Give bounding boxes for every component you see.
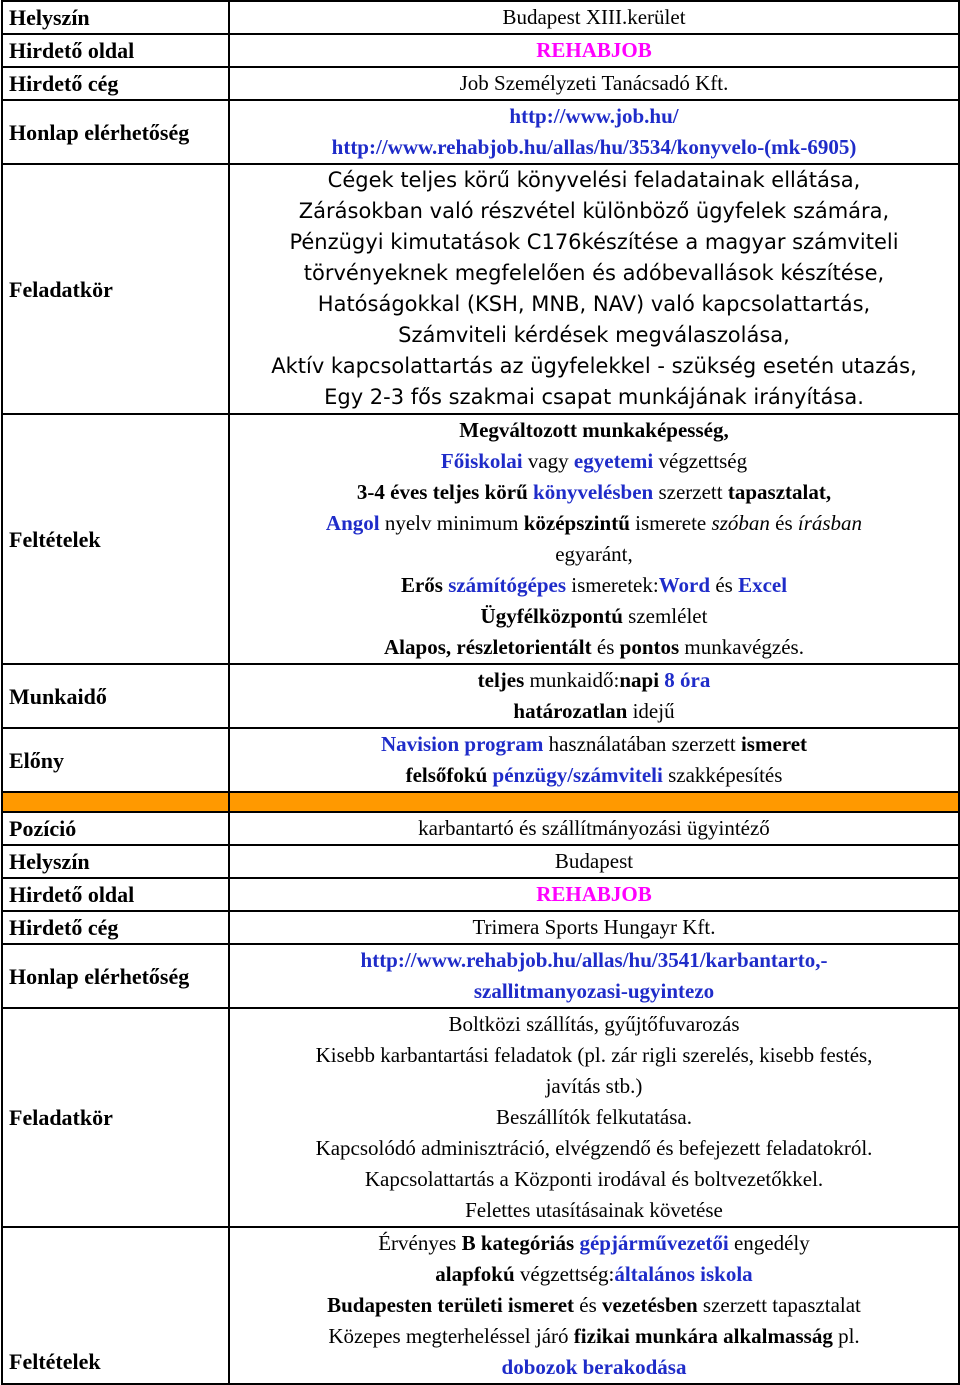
position-value: karbantartó és szállítmányozási ügyintéző xyxy=(229,812,959,845)
req-line: alapfokú végzettség:általános iskola xyxy=(435,1262,753,1286)
separator-left xyxy=(2,792,229,812)
label-requirements: Feltételek xyxy=(2,1227,229,1384)
ad-company-value: Trimera Sports Hungayr Kft. xyxy=(229,911,959,944)
req-line: Főiskolai vagy egyetemi végzettség xyxy=(440,449,748,473)
label-ad-page: Hirdető oldal xyxy=(2,878,229,911)
label-ad-page: Hirdető oldal xyxy=(2,34,229,67)
website-link-2[interactable]: szallitmanyozasi-ugyintezo xyxy=(473,979,715,1003)
label-advantage: Előny xyxy=(2,728,229,792)
label-duties: Feladatkör xyxy=(2,1008,229,1227)
duty-line: Hatóságokkal (KSH, MNB, NAV) való kapcsolattartás, xyxy=(317,292,871,316)
separator-right xyxy=(229,792,959,812)
req-line: Budapesten területi ismeret és vezetésben szerzett tapasztalat xyxy=(327,1293,861,1317)
ad-page-value: REHABJOB xyxy=(229,878,959,911)
duty-line: Egy 2-3 fős szakmai csapat munkájának irányítása. xyxy=(324,385,864,409)
location-value: Budapest XIII.kerület xyxy=(229,1,959,34)
ad-company-value: Job Személyzeti Tanácsadó Kft. xyxy=(229,67,959,100)
duty-line: Aktív kapcsolattartás az ügyfelekkel - szükség esetén utazás, xyxy=(271,354,917,378)
duty-line: Boltközi szállítás, gyűjtőfuvarozás xyxy=(448,1012,740,1036)
label-position: Pozíció xyxy=(2,812,229,845)
requirements-list xyxy=(229,414,959,664)
duties-list xyxy=(229,164,959,414)
separator-bar xyxy=(2,792,959,812)
req-line: Megváltozott munkaképesség, xyxy=(459,418,729,442)
label-duties: Feladatkör xyxy=(2,164,229,414)
duty-line: Zárásokban való részvétel különböző ügyfelek számára, xyxy=(298,199,890,223)
duty-line: Számviteli kérdések megválaszolása, xyxy=(398,323,790,347)
requirements-list xyxy=(229,1227,959,1384)
duties-list xyxy=(229,1008,959,1227)
duty-line: Kapcsolódó adminisztráció, elvégzendő és befejezett feladatokról. xyxy=(315,1136,873,1160)
advantage-value: Navision program használatában szerzett ismeret felsőfokú pénzügy/számviteli szakképesítés xyxy=(229,728,959,792)
duty-line: Kisebb karbantartási feladatok (pl. zár rigli szerelés, kisebb festés, xyxy=(315,1043,873,1067)
duty-line: javítás stb.) xyxy=(545,1074,643,1098)
label-working-hours: Munkaidő xyxy=(2,664,229,728)
ad-page-value: REHABJOB xyxy=(229,34,959,67)
req-line: dobozok berakodása xyxy=(501,1355,687,1379)
label-ad-company: Hirdető cég xyxy=(2,67,229,100)
duty-line: Cégek teljes körű könyvelési feladatainak ellátása, xyxy=(327,168,861,192)
location-value: Budapest xyxy=(229,845,959,878)
label-ad-company: Hirdető cég xyxy=(2,911,229,944)
req-line: Alapos, részletorientált és pontos munkavégzés. xyxy=(384,635,804,659)
label-website: Honlap elérhetőség xyxy=(2,944,229,1008)
working-hours-value: teljes munkaidő:napi 8 óra határozatlan idejű xyxy=(229,664,959,728)
website-link-1[interactable]: http://www.rehabjob.hu/allas/hu/3541/karbantarto,- xyxy=(360,948,828,972)
duty-line: törvényeknek megfelelően és adóbevallások készítése, xyxy=(303,261,885,285)
duty-line: Felettes utasításainak követése xyxy=(465,1198,723,1222)
duty-line: Beszállítók felkutatása. xyxy=(496,1105,692,1129)
label-location: Helyszín xyxy=(2,845,229,878)
job-ads-table xyxy=(1,0,960,1385)
label-website: Honlap elérhetőség xyxy=(2,100,229,164)
label-requirements: Feltételek xyxy=(2,414,229,664)
req-line: egyaránt, xyxy=(555,542,633,566)
req-line: Közepes megterheléssel járó fizikai munkára alkalmasság pl. xyxy=(328,1324,860,1348)
website-link-1[interactable]: http://www.job.hu/ xyxy=(509,104,679,128)
req-line: 3-4 éves teljes körű könyvelésben szerzett tapasztalat, xyxy=(356,480,832,504)
website-value xyxy=(229,944,959,1008)
req-line: Erős számítógépes ismeretek:Word és Excel xyxy=(400,573,788,597)
website-value xyxy=(229,100,959,164)
website-link-2[interactable]: http://www.rehabjob.hu/allas/hu/3534/konyvelo-(mk-6905) xyxy=(331,135,857,159)
duty-line: Kapcsolattartás a Központi irodával és boltvezetőkkel. xyxy=(364,1167,824,1191)
duty-line: Pénzügyi kimutatások C176készítése a magyar számviteli xyxy=(289,230,899,254)
req-line: Érvényes B kategóriás gépjárművezetői engedély xyxy=(378,1231,810,1255)
req-line: Angol nyelv minimum középszintű ismerete szóban és írásban xyxy=(325,511,863,535)
label-location: Helyszín xyxy=(2,1,229,34)
req-line: Ügyfélközpontú szemlélet xyxy=(480,604,708,628)
